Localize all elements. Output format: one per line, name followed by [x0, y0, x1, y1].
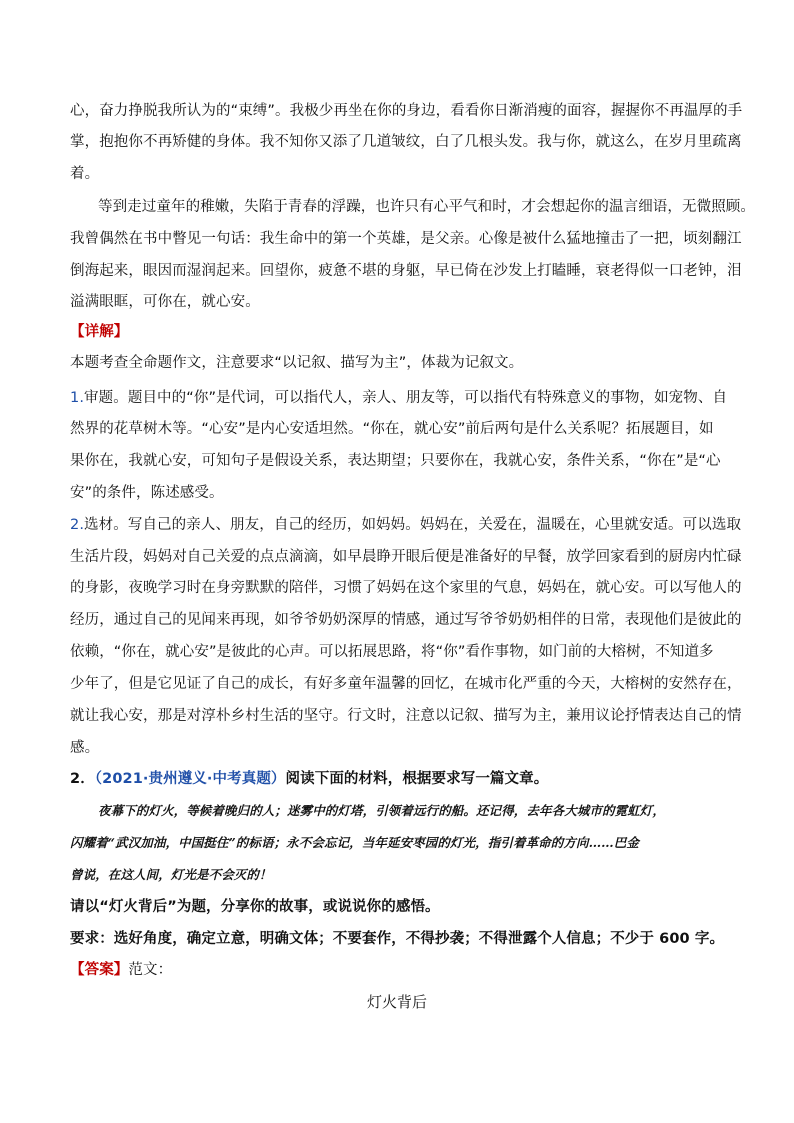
- point1-line: 安”的条件，陈述感受。: [70, 485, 224, 501]
- question-source: （2021·贵州遵义·中考真题）: [94, 771, 286, 787]
- material-line: 闪耀着“武汉加油，中国挺住”的标语；永不会忘记，当年延安枣园的灯光，指引着革命的方向……巴金: [70, 835, 639, 850]
- point2-number: 2.: [70, 517, 85, 533]
- essay-line: 溢满眼眶，可你在，就心安。: [70, 294, 260, 310]
- answer-label: 范文：: [128, 962, 173, 978]
- point2-text: 选材。写自己的亲人、朋友，自己的经历，如妈妈。妈妈在，关爱在，温暖在，心里就安适。可以选取: [84, 517, 742, 533]
- point2-line: 经历，通过自己的见闻来再现，如爷爷奶奶深厚的情感，通过写爷爷奶奶相伴的日常，表现他们是彼此的: [70, 612, 742, 628]
- question-requirement: 要求：选好角度，确定立意，明确文体；不要套作，不得抄袭；不得泄露个人信息；不少于 600 字。: [70, 931, 725, 947]
- question-instruction: 请以“灯火背后”为题，分享你的故事，或说说你的感悟。: [70, 899, 440, 915]
- point1-line: 然界的花草树木等。“心安”是内心安适坦然。“你在，就心安”前后两句是什么关系呢？拓展题目，如: [70, 421, 714, 437]
- point1-text: 审题。题目中的“你”是代词，可以指代人，亲人、朋友等，可以指代有特殊意义的事物，如宠物、自: [84, 390, 728, 406]
- question-2-heading: [70, 769, 548, 789]
- point2-line: 感。: [70, 740, 100, 756]
- essay-line: 我曾偶然在书中瞥见一句话：我生命中的第一个英雄，是父亲。心像是被什么猛地撞击了一把，顷刻翻江: [70, 231, 742, 247]
- answer-tag: 【答案】: [70, 962, 129, 978]
- essay-line: 等到走过童年的稚嫩，失陷于青春的浮躁，也许只有心平气和时，才会想起你的温言细语，无微照顾。: [98, 199, 755, 215]
- point1-line: 果你在，我就心安，可知句子是假设关系，表达期望；只要你在，我就心安，条件关系，“你在”是“心: [70, 453, 721, 469]
- essay-line: 心，奋力挣脱我所认为的“束缚”。我极少再坐在你的身边，看看你日渐消瘦的面容，握握你不再温厚的手: [70, 103, 743, 119]
- question-number: 2．: [70, 771, 95, 787]
- answer-line: [70, 960, 172, 980]
- material-line: 曾说，在这人间，灯光是不会灭的！: [70, 867, 272, 882]
- point1-number: 1.: [70, 390, 85, 406]
- point2-line: 生活片段，妈妈对自己关爱的点点滴滴，如早晨睁开眼后便是准备好的早餐，放学回家看到的厨房内忙碌: [70, 549, 742, 565]
- detail-intro: 本题考查全命题作文，注意要求“以记叙、描写为主”，体裁为记叙文。: [70, 355, 524, 371]
- essay-line: 倒海起来，眼因而湿润起来。回望你，疲惫不堪的身躯，早已倚在沙发上打瞌睡，衰老得似一口老钟，泪: [70, 263, 742, 279]
- point2-line: 依赖，“你在，就心安”是彼此的心声。可以拓展思路，将“你”看作事物，如门前的大榕树，不知道多: [70, 644, 714, 660]
- point2-line: 少年了，但是它见证了自己的成长，有好多童年温馨的回忆，在城市化严重的今天，大榕树的安然存在，: [70, 676, 742, 692]
- question-prompt: 阅读下面的材料，根据要求写一篇文章。: [285, 771, 549, 787]
- essay-line: 着。: [70, 166, 100, 182]
- detail-tag: 【详解】: [70, 324, 129, 340]
- point2-line: [70, 515, 741, 535]
- point2-line: 的身影，夜晚学习时在身旁默默的陪伴，习惯了妈妈在这个家里的气息，妈妈在，就心安。可以写他人的: [70, 580, 742, 596]
- point2-line: 就让我心安，那是对淳朴乡村生活的坚守。行文时，注意以记叙、描写为主，兼用议论抒情表达自己的情: [70, 708, 742, 724]
- material-line: 夜幕下的灯火，等候着晚归的人；迷雾中的灯塔，引领着远行的船。还记得，去年各大城市的霓虹灯，: [98, 803, 666, 818]
- essay-title: 灯火背后: [366, 993, 427, 1011]
- essay-line: 掌，抱抱你不再矫健的身体。我不知你又添了几道皱纹，白了几根头发。我与你，就这么，在岁月里疏离: [70, 134, 742, 150]
- point1-line: [70, 388, 727, 408]
